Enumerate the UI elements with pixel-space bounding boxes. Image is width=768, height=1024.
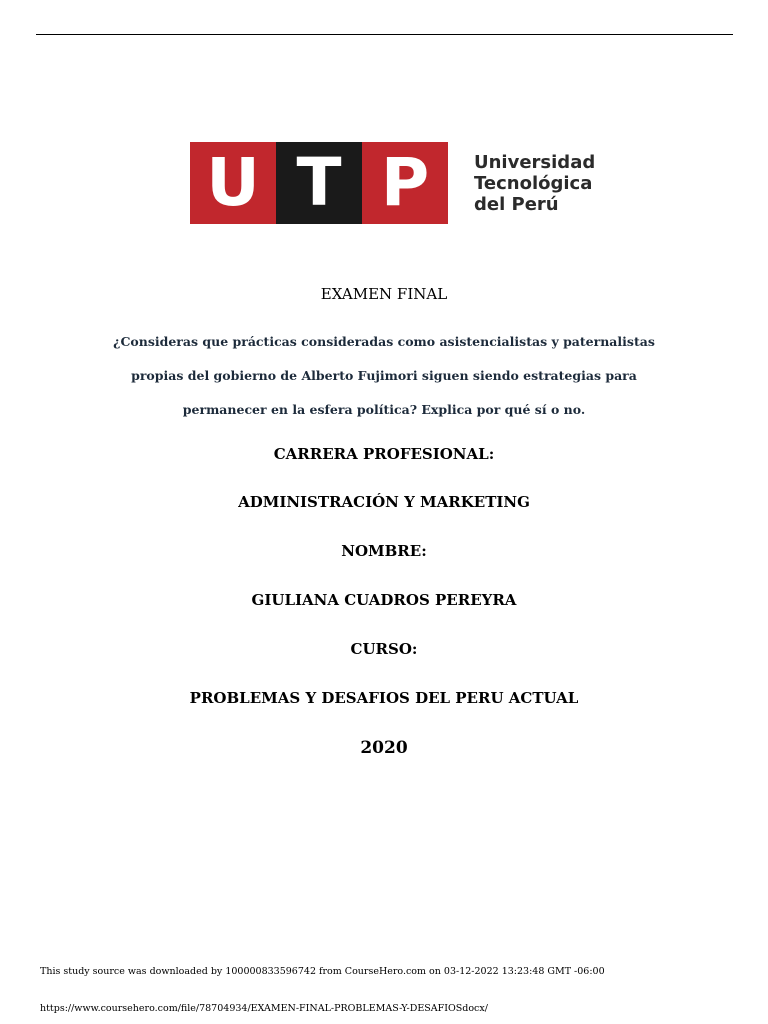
question-line-2: propias del gobierno de Alberto Fujimori siguen siendo estrategias para (131, 368, 637, 383)
source-url[interactable]: https://www.coursehero.com/file/78704934/EXAMEN-FINAL-PROBLEMAS-Y-DESAFIOSdocx/ (40, 1003, 488, 1014)
name-label: NOMBRE: (341, 542, 427, 560)
question-line-3: permanecer en la esfera política? Explica por qué sí o no. (182, 402, 586, 417)
header-rule (36, 34, 733, 35)
name-value: GIULIANA CUADROS PEREYRA (251, 591, 517, 609)
university-name-line-2: Tecnológica (474, 172, 593, 194)
year: 2020 (360, 738, 408, 758)
course-value: PROBLEMAS Y DESAFIOS DEL PERU ACTUAL (189, 689, 579, 707)
utp-logo (190, 142, 595, 224)
course-label: CURSO: (350, 640, 418, 658)
university-name (474, 152, 595, 215)
career-label: CARRERA PROFESIONAL: (273, 445, 495, 463)
career-value: ADMINISTRACIÓN Y MARKETING (238, 493, 530, 511)
logo-letter-u: U (190, 142, 276, 224)
document-title: EXAMEN FINAL (320, 285, 448, 303)
download-source-note: This study source was downloaded by 100000833596742 from CourseHero.com on 03-12-2022 13:23:48 GMT -06:00 (40, 966, 605, 977)
university-name-line-1: Universidad (474, 151, 596, 173)
university-name-line-3: del Perú (474, 193, 559, 215)
logo-letter-t: T (276, 142, 362, 224)
logo-letter-p: P (362, 142, 448, 224)
question-line-1: ¿Consideras que prácticas consideradas como asistencialistas y paternalistas (113, 334, 655, 349)
